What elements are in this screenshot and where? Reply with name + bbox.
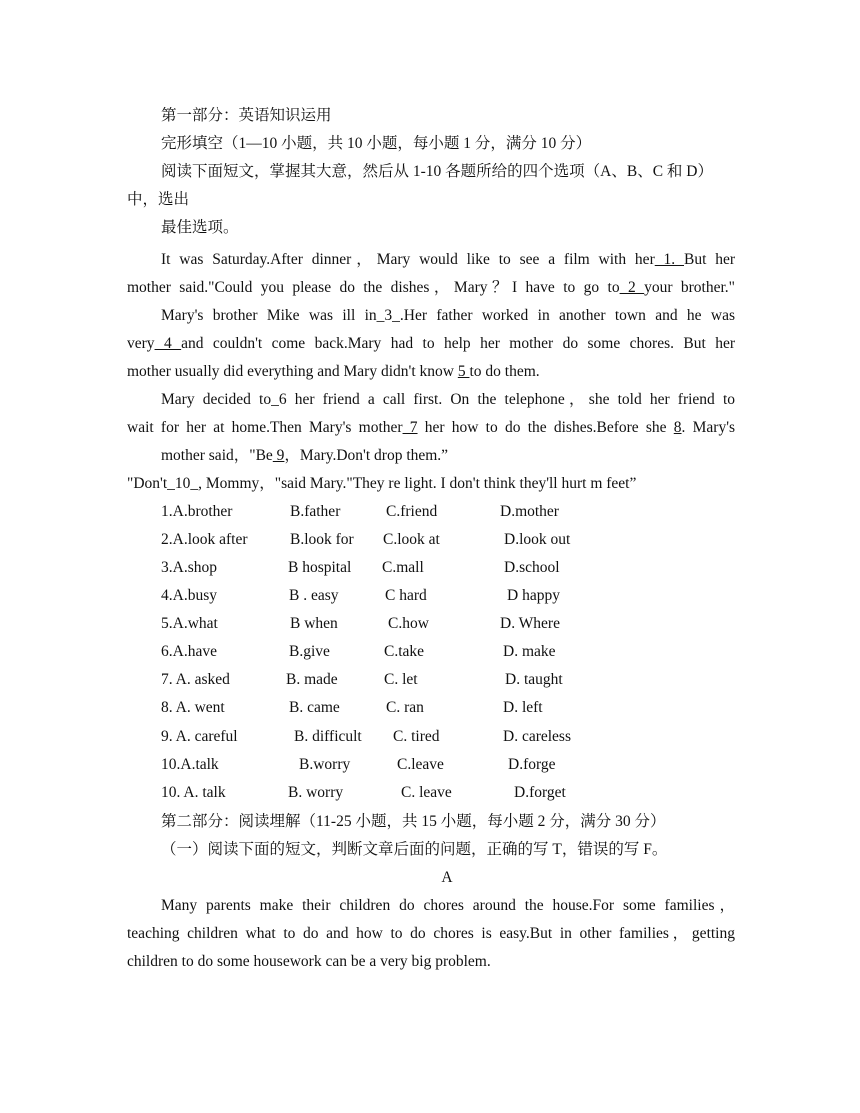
option-c: C.look at [383,531,440,548]
passage-line: "Don't_10_, Mommy，"said Mary."They re light. I don't think they'll hurt m feet” [127,475,637,492]
option-a: 10. A. talk [161,784,226,801]
option-c: C.friend [386,503,438,520]
instruction-line-3: 最佳选项。 [161,219,239,236]
blank-1: 1. [654,251,684,268]
option-d: D.look out [504,531,571,548]
option-d: D. make [503,643,556,660]
option-a: 7. A. asked [161,671,230,688]
passage-line: mother usually did everything and Mary didn't know 5 to do them. [127,363,540,380]
option-b: B. made [286,671,338,688]
option-c: C. tired [393,728,440,745]
blank-2: 2 [619,279,645,296]
option-c: C.leave [397,756,444,773]
option-a: 9. A. careful [161,728,238,745]
option-a: 2.A.look after [161,531,248,548]
option-d: D. Where [500,615,560,632]
option-b: B. came [289,699,340,716]
option-a: 10.A.talk [161,756,219,773]
passage-line: It was Saturday.After dinner，Mary would like to see a film with her 1. But her [161,251,736,268]
blank-8: 8 [673,419,682,436]
option-d: D. taught [505,671,563,688]
option-c: C. ran [386,699,424,716]
reading-line: Many parents make their children do chores around the house.For some families， [161,897,735,914]
passage-line: Mary decided to_6 her friend a call first. On the telephone，she told her friend to [161,391,735,408]
option-a: 3.A.shop [161,559,217,576]
option-a: 5.A.what [161,615,218,632]
instruction-line-2: 中，选出 [127,191,190,208]
section2-title: 第二部分：阅读埋解（11-25 小题，共 15 小题，每小题 2 分，满分 30 分） [161,813,666,830]
passage-line: mother said，"Be 9，Mary.Don't drop them.” [161,447,449,464]
option-b: B.give [289,643,330,660]
instruction-line-1: 阅读下面短文，掌握其大意，然后从 1-10 各题所给的四个选项（A、B、C 和 D） [161,163,713,180]
option-a: 1.A.brother [161,503,233,520]
option-c: C.mall [382,559,424,576]
cloze-heading: 完形填空（1—10 小题，共 10 小题，每小题 1 分，满分 10 分） [161,135,592,152]
option-d: D.forget [514,784,566,801]
option-b: B . easy [289,587,339,604]
option-b: B. worry [288,784,344,801]
option-a: 6.A.have [161,643,217,660]
passage-line: mother said."Could you please do the dishes，Mary？I have to go to 2 your brother." [127,279,735,296]
option-c: C.take [384,643,425,660]
blank-9: 9 [272,447,285,464]
option-d: D.forge [508,756,556,773]
passage-line: very 4 and couldn't come back.Mary had to help her mother do some chores. But her [127,335,735,352]
section1-title: 第一部分：英语知识运用 [161,107,332,124]
reading-line: teaching children what to do and how to do chores is easy.But in other families，getting [127,925,735,942]
option-b: B.look for [290,531,354,548]
option-c: C hard [385,587,427,604]
option-d: D happy [507,587,560,604]
option-b: B.father [290,503,341,520]
option-c: C.how [388,615,429,632]
option-b: B.worry [299,756,351,773]
option-d: D.mother [500,503,559,520]
option-a: 4.A.busy [161,587,217,604]
blank-7: 7 [402,419,418,436]
blank-5: 5 [457,363,470,380]
option-d: D. careless [503,728,571,745]
option-b: B when [290,615,338,632]
passage-line: Mary's brother Mike was ill in_3_.Her father worked in another town and he was [161,307,735,324]
section2-sub: （一）阅读下面的短文，判断文章后面的问题，正确的写 T，错误的写 F。 [161,841,668,858]
reading-line: children to do some housework can be a very big problem. [127,953,491,970]
option-a: 8. A. went [161,699,225,716]
option-c: C. leave [401,784,452,801]
option-c: C. let [384,671,418,688]
option-d: D.school [504,559,560,576]
blank-4: 4 [154,335,182,352]
passage-label: A [441,869,453,886]
option-b: B. difficult [294,728,362,745]
option-d: D. left [503,699,543,716]
option-b: B hospital [288,559,352,576]
passage-line: wait for her at home.Then Mary's mother 7 her how to do the dishes.Before she 8. Mary's [127,419,736,436]
